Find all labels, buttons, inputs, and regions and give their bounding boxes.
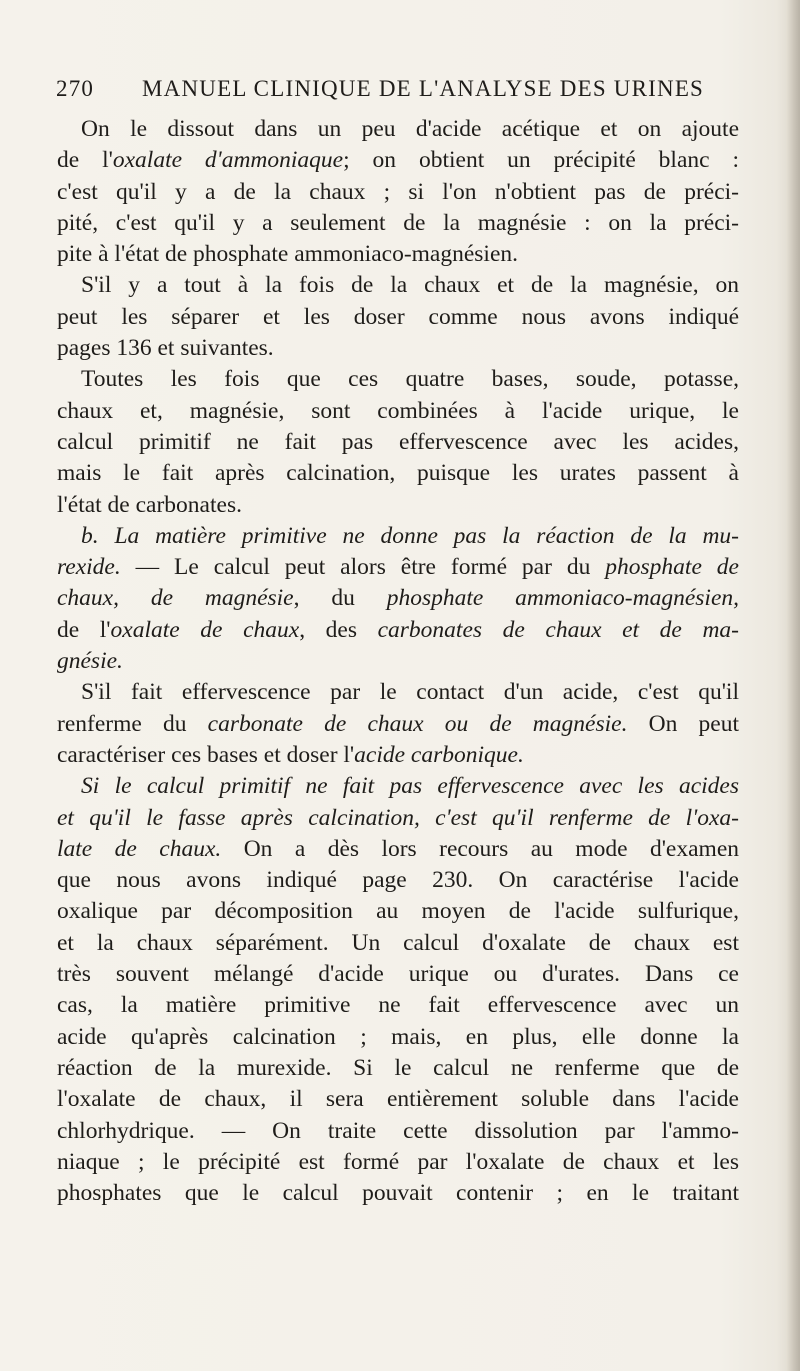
text-line: peut les séparer et les doser comme nous avons indiqué	[57, 303, 739, 330]
italic-span: phosphate de	[605, 554, 739, 581]
page-edge	[786, 0, 800, 1371]
text-line: caractériser ces bases et doser l'acide carbonique.	[57, 741, 524, 768]
text-line: l'état de carbonates.	[57, 491, 242, 518]
paragraph	[57, 114, 739, 270]
italic-span: gnésie.	[57, 648, 123, 675]
text-line: pages 136 et suivantes.	[57, 335, 274, 362]
page-header	[56, 76, 736, 102]
text-line: chlorhydrique. — On traite cette dissolution par l'ammo-	[57, 1117, 739, 1144]
text-line: chaux, de magnésie, du phosphate ammoniaco-magnésien,	[57, 585, 739, 612]
text-line: S'il fait effervescence par le contact d'un acide, c'est qu'il	[81, 679, 739, 706]
italic-span: oxalate de chaux	[110, 616, 300, 643]
text-line: cas, la matière primitive ne fait effervescence avec un	[57, 992, 739, 1019]
text-line: l'oxalate de chaux, il sera entièrement soluble dans l'acide	[57, 1086, 739, 1113]
text-line: chaux et, magnésie, sont combinées à l'acide urique, le	[57, 397, 739, 424]
italic-span: acide carbonique.	[354, 741, 524, 768]
text-line: Toutes les fois que ces quatre bases, soude, potasse,	[81, 366, 739, 393]
italic-span: phosphate ammoniaco-magnésien,	[386, 585, 739, 612]
italic-span: oxalate d'ammoniaque	[112, 147, 344, 174]
italic-span: chaux, de magnésie	[57, 585, 294, 612]
text-line: de l'oxalate de chaux, des carbonates de chaux et de ma-	[57, 616, 739, 643]
text-line: c'est qu'il y a de la chaux ; si l'on n'obtient pas de préci-	[57, 178, 739, 205]
italic-span: Si le calcul primitif ne fait pas effervescence avec les acides	[81, 773, 739, 800]
italic-span: rexide.	[57, 554, 121, 581]
running-title: MANUEL CLINIQUE DE L'ANALYSE DES URINES	[142, 76, 705, 101]
text-line	[57, 646, 739, 677]
page-body	[57, 114, 739, 1209]
text-line	[57, 803, 739, 834]
text-line: renferme du carbonate de chaux ou de magnésie. On peut	[57, 710, 739, 737]
text-line: late de chaux. On a dès lors recours au mode d'examen	[57, 835, 739, 862]
paragraph	[57, 521, 739, 677]
text-line: niaque ; le précipité est formé par l'oxalate de chaux et les	[57, 1148, 739, 1175]
text-line: S'il y a tout à la fois de la chaux et de la magnésie, on	[81, 272, 739, 299]
text-line: et la chaux séparément. Un calcul d'oxalate de chaux est	[57, 929, 739, 956]
italic-span: carbonate de chaux ou de magnésie.	[207, 710, 628, 737]
text-line: très souvent mélangé d'acide urique ou d'urates. Dans ce	[57, 961, 739, 988]
paragraph	[57, 677, 739, 771]
text-line: phosphates que le calcul pouvait contenir ; en le traitant	[57, 1180, 739, 1207]
text-line: rexide. — Le calcul peut alors être formé par du phosphate de	[57, 554, 739, 581]
text-line: pite à l'état de phosphate ammoniaco-magnésien.	[57, 241, 519, 268]
text-line: réaction de la murexide. Si le calcul ne renferme que de	[57, 1054, 739, 1081]
paragraph	[57, 771, 739, 1209]
text-line: pité, c'est qu'il y a seulement de la magnésie : on la préci-	[57, 209, 739, 236]
page-number: 270	[56, 76, 95, 101]
text-line: mais le fait après calcination, puisque les urates passent à	[57, 460, 739, 487]
text-line: de l'oxalate d'ammoniaque; on obtient un précipité blanc :	[57, 147, 739, 174]
text-line	[57, 771, 739, 802]
italic-span: carbonates de chaux et de ma-	[377, 616, 739, 643]
italic-span: b. La matière primitive ne donne pas la réaction de la mu-	[81, 522, 739, 549]
text-line: acide qu'après calcination ; mais, en plus, elle donne la	[57, 1023, 739, 1050]
text-line: On le dissout dans un peu d'acide acétique et on ajoute	[81, 116, 739, 142]
paragraph	[57, 364, 739, 520]
text-line: que nous avons indiqué page 230. On caractérise l'acide	[57, 867, 739, 894]
paragraph	[57, 270, 739, 364]
text-line	[57, 521, 739, 552]
text-line: calcul primitif ne fait pas effervescence avec les acides,	[57, 428, 739, 455]
text-line: oxalique par décomposition au moyen de l'acide sulfurique,	[57, 898, 739, 925]
italic-span: et qu'il le fasse après calcination, c'est qu'il renferme de l'oxa-	[57, 804, 739, 831]
italic-span: late de chaux.	[57, 835, 222, 862]
